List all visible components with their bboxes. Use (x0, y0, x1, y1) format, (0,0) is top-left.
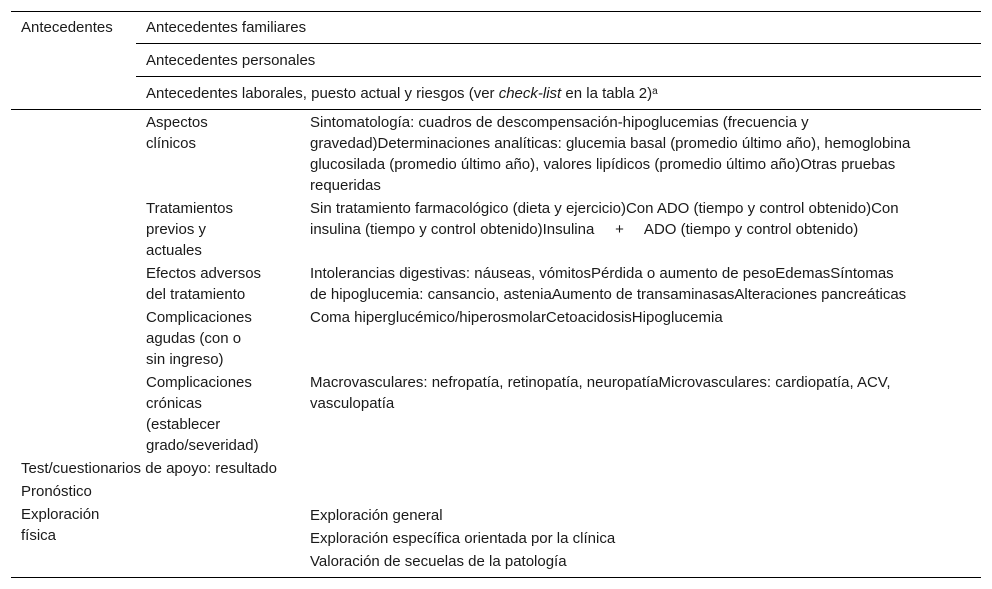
section-divider-antecedentes (11, 109, 981, 110)
pronostico: Pronóstico (21, 483, 92, 500)
antecedentes-personales: Antecedentes personales (146, 52, 316, 69)
exploracion-items (310, 504, 615, 573)
exploracion-item: Exploración específica orientada por la clínica (310, 530, 616, 547)
row-label-efectos-adversos: Efectos adversos del tratamiento (146, 265, 262, 303)
test-cuestionarios: Test/cuestionarios de apoyo: resultado (21, 460, 277, 477)
antecedentes-laborales: Antecedentes laborales, puesto actual y riesgos (ver check-list en la tabla 2)$^a$ (146, 85, 658, 102)
row-desc-complicaciones-cronicas: Macrovasculares: nefropatía, retinopatía, neuropatíaMicrovasculares: cardiopatía, ACV, vasculopatía (310, 374, 891, 412)
row-desc-aspectos-clinicos: Sintomatología: cuadros de descompensación-hipoglucemias (frecuencia y gravedad)Determinaciones analíticas: glucemia basal (promedio último año), hemoglobina glucosilada (promedio último año), valores lipídicos (promedio último año)Otras pruebas requeridas (310, 114, 911, 194)
exploracion-item: Valoración de secuelas de la patología (310, 553, 567, 570)
row-divider-personales (136, 76, 981, 77)
check-list-term: check-list (498, 85, 562, 102)
row-desc-complicaciones-agudas: Coma hiperglucémico/hiperosmolarCetoacidosisHipoglucemia (310, 309, 723, 326)
row-divider-familiares (136, 43, 981, 44)
antecedentes-label: Antecedentes (21, 19, 113, 36)
footnote-marker: a (652, 86, 658, 97)
row-desc-tratamientos: Sin tratamiento farmacológico (dieta y ejercicio)Con ADO (tiempo y control obtenido)Con insulina (tiempo y control obtenido)Insulina + ADO (tiempo y control obtenido) (310, 200, 899, 238)
row-label-aspectos-clinicos: Aspectos clínicos (146, 114, 208, 152)
table-top-rule (11, 11, 981, 12)
table-bottom-rule (11, 577, 981, 578)
exploracion-item: Exploración general (310, 507, 443, 524)
row-label-complicaciones-cronicas: Complicaciones crónicas (establecer grado/severidad) (146, 374, 259, 454)
row-label-tratamientos: Tratamientos previos y actuales (146, 200, 233, 259)
antecedentes-familiares: Antecedentes familiares (146, 19, 307, 36)
exploracion-label: Exploración física (21, 506, 100, 544)
row-desc-efectos-adversos: Intolerancias digestivas: náuseas, vómitosPérdida o aumento de pesoEdemasSíntomas de hipoglucemia: cansancio, asteniaAumento de transaminasasAlteraciones pancreáticas (310, 265, 907, 303)
row-label-complicaciones-agudas: Complicaciones agudas (con o sin ingreso) (146, 309, 252, 368)
